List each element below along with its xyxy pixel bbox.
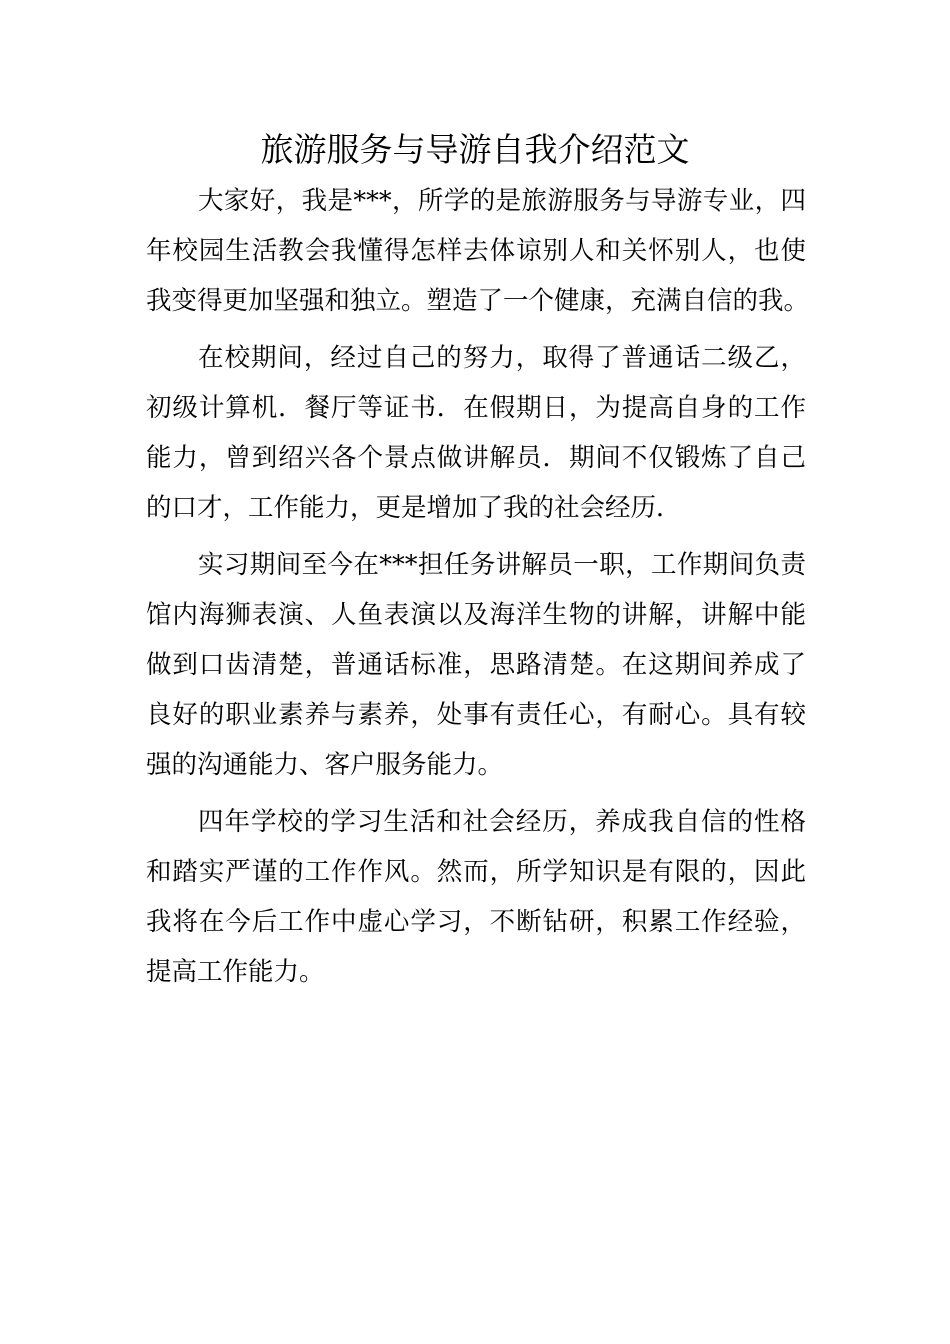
paragraph-line: 强的沟通能力、客户服务能力。	[146, 750, 504, 780]
paragraph-line: 大家好，我是***，所学的是旅游服务与导游专业，四	[198, 186, 806, 216]
paragraph-line: 我变得更加坚强和独立。塑造了一个健康，充满自信的我。	[146, 286, 810, 316]
paragraph-line: 和踏实严谨的工作作风。然而，所学知识是有限的，因此	[146, 857, 806, 887]
paragraph-line: 在校期间，经过自己的努力，取得了普通话二级乙，	[198, 343, 806, 373]
paragraph-line: 提高工作能力。	[146, 957, 325, 987]
page-title: 旅游服务与导游自我介绍范文	[260, 130, 690, 169]
paragraph-4	[146, 797, 806, 997]
paragraph-line: 年校园生活教会我懂得怎样去体谅别人和关怀别人，也使	[146, 236, 806, 266]
paragraph-1	[146, 176, 810, 326]
paragraph-line: 馆内海狮表演、人鱼表演以及海洋生物的讲解，讲解中能	[146, 600, 806, 630]
paragraph-line: 做到口齿清楚，普通话标准，思路清楚。在这期间养成了	[146, 650, 806, 680]
paragraph-line: 的口才，工作能力，更是增加了我的社会经历．	[146, 493, 682, 523]
paragraph-line: 实习期间至今在***担任务讲解员一职，工作期间负责	[198, 550, 806, 580]
paragraph-line: 四年学校的学习生活和社会经历，养成我自信的性格	[198, 807, 806, 837]
paragraph-line: 良好的职业素养与素养，处事有责任心，有耐心。具有较	[146, 700, 806, 730]
paragraph-line: 初级计算机．餐厅等证书．在假期日，为提高自身的工作	[146, 393, 806, 423]
document-body	[146, 176, 810, 997]
paragraph-line: 能力，曾到绍兴各个景点做讲解员．期间不仅锻炼了自己	[146, 443, 806, 473]
paragraph-2	[146, 333, 806, 533]
paragraph-line: 我将在今后工作中虚心学习，不断钻研，积累工作经验，	[146, 907, 806, 937]
paragraph-3	[146, 540, 806, 790]
